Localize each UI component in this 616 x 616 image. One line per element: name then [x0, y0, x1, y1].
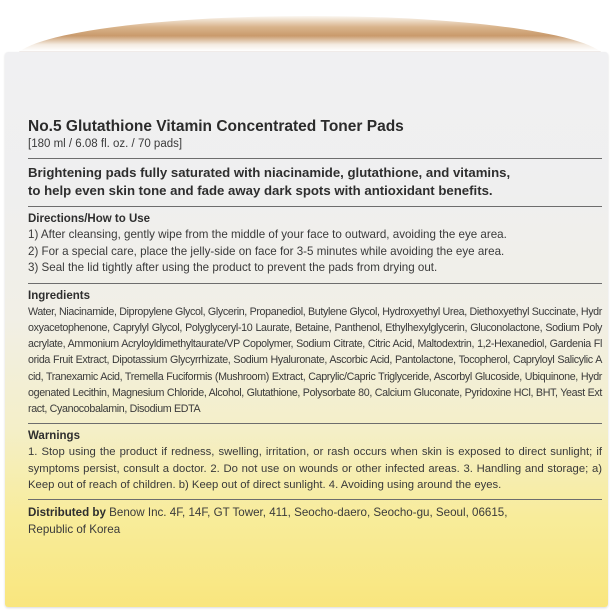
direction-step: 3) Seal the lid tightly after using the product to prevent the pads from drying out.: [28, 261, 438, 275]
product-description-line1: Brightening pads fully saturated with niacinamide, glutathione, and vitamins,: [28, 165, 511, 180]
distributor-address-line1: Benow Inc. 4F, 14F, GT Tower, 411, Seocho-daero, Seocho-gu, Seoul, 06615,: [105, 506, 508, 520]
product-size: [180 ml / 6.08 fl. oz. / 70 pads]: [28, 138, 183, 150]
distributor-label: Distributed by: [28, 506, 106, 520]
warnings-text: 1. Stop using the product if redness, swelling, irritation, or rash occurs when skin is exposed to direct sunlight; if symptoms persist, consult a doctor. 2. Do not use on wounds or other infected areas. 3. Handling and storage; a) Keep out of reach of children. b) Keep out of direct sunlight. 4. Avoiding using around the eyes.: [28, 446, 602, 492]
distributor-address-line2: Republic of Korea: [28, 523, 121, 537]
product-description-line2: to help even skin tone and fade away dark spots with antioxidant benefits.: [28, 183, 493, 198]
divider: [28, 158, 602, 159]
ingredients-list: Water, Niacinamide, Dipropylene Glycol, Glycerin, Propanediol, Butylene Glycol, Hydroxyethyl Urea, Diethoxyethyl Succinate, Hydroxyacetophenone, Caprylyl Glycol, Polyglyceryl-10 Laurate, Betaine, Panthenol, Ethylhexylglycerin, Gluconolactone, Sodium Polyacrylate, Ammonium Acryloyldimethyltaurate/VP Copolymer, Sodium Citrate, Citric Acid, Maltodextrin, 1,2-Hexanediol, Gardenia Florida Fruit Extract, Dipotassium Glycyrrhizate, Sodium Hyaluronate, Ascorbic Acid, Pantolactone, Tocopherol, Capryloyl Salicylic Acid, Tranexamic Acid, Tremella Fuciformis (Mushroom) Extract, Caprylic/Capric Triglyceride, Ascorbyl Glucoside, Ubiquinone, Hydrogenated Lecithin, Magnesium Chloride, Alcohol, Glutathione, Polysorbate 80, Calcium Gluconate, Pyridoxine HCl, BHT, Yeast Extract, Cyanocobalamin, Disodium EDTA: [28, 305, 602, 415]
product-title: No.5 Glutathione Vitamin Concentrated Toner Pads: [28, 118, 404, 135]
direction-step: 1) After cleansing, gently wipe from the middle of your face to outward, avoiding the eye area.: [28, 228, 507, 241]
directions-heading: Directions/How to Use: [28, 213, 151, 225]
distributor-info: [28, 505, 602, 522]
ingredients-heading: Ingredients: [28, 289, 90, 302]
divider: [28, 206, 602, 207]
warnings-heading: Warnings: [28, 430, 80, 443]
divider: [28, 499, 602, 500]
divider: [28, 283, 602, 284]
label-content: [28, 117, 602, 539]
divider: [28, 423, 602, 424]
direction-step: 2) For a special care, place the jelly-side on face for 3-5 minutes while avoiding the eye area.: [28, 244, 505, 258]
